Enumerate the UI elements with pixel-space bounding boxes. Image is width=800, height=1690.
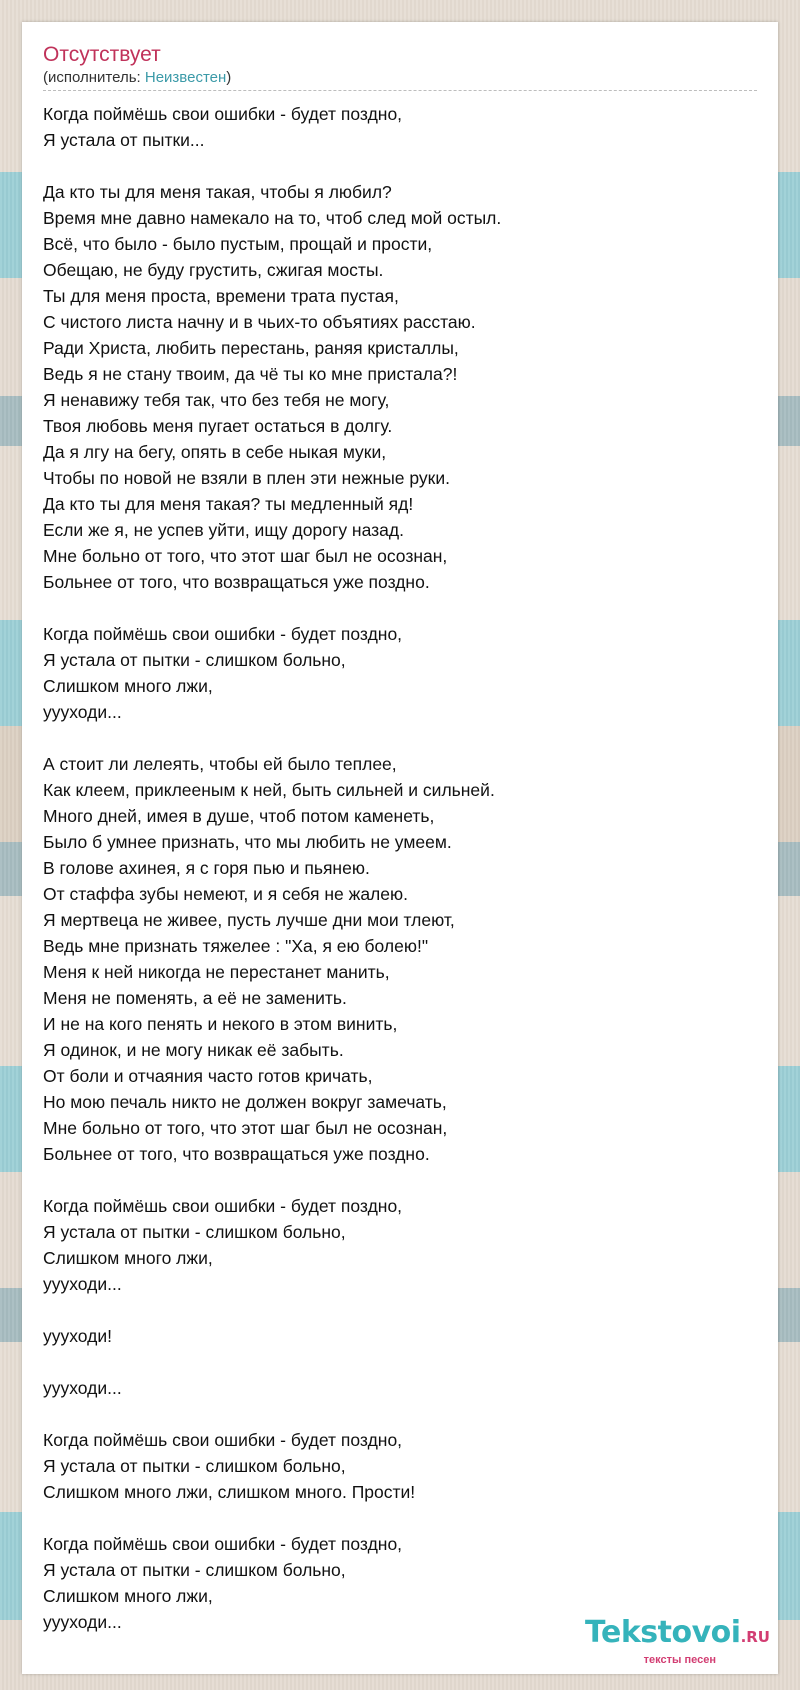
lyrics-line: Я мертвеца не живее, пусть лучше дни мои тлеют, [43,910,455,930]
lyrics-line: Да кто ты для меня такая? ты медленный яд! [43,494,414,514]
lyrics-line: Больнее от того, что возвращаться уже поздно. [43,1144,430,1164]
lyrics-line: Когда поймёшь свои ошибки - будет поздно, [43,624,403,644]
lyrics-line: От боли и отчаяния часто готов кричать, [43,1066,373,1086]
lyrics-line: Было б умнее признать, что мы любить не умеем. [43,832,452,852]
artist-line [43,68,757,91]
lyrics-line: Ведь мне признать тяжелее : "Ха, я ею болею!" [43,936,429,956]
lyrics-line: Но мою печаль никто не должен вокруг замечать, [43,1092,447,1112]
lyrics-line: Чтобы по новой не взяли в плен эти нежные руки. [43,468,450,488]
lyrics-line: Если же я, не успев уйти, ищу дорогу назад. [43,520,404,540]
lyrics-line: уууходи... [43,1378,122,1398]
lyrics-line: Когда поймёшь свои ошибки - будет поздно, [43,1196,403,1216]
lyrics-line: Ради Христа, любить перестань, раняя кристаллы, [43,338,459,358]
lyrics-line: Слишком много лжи, [43,1248,213,1268]
lyrics-line: Как клеем, приклееным к ней, быть сильней и сильней. [43,780,495,800]
lyrics-text [43,101,757,1635]
lyrics-line: Я ненавижу тебя так, что без тебя не могу, [43,390,390,410]
lyrics-line: С чистого листа начну и в чьих-то объятиях расстаю. [43,312,476,332]
lyrics-blank-line [43,1505,757,1531]
lyrics-line: Я устала от пытки - слишком больно, [43,1456,346,1476]
lyrics-line: От стаффа зубы немеют, и я себя не жалею. [43,884,408,904]
artist-suffix: ) [226,69,232,86]
lyrics-line: Больнее от того, что возвращаться уже поздно. [43,572,430,592]
lyrics-line: В голове ахинея, я с горя пью и пьянею. [43,858,370,878]
lyrics-line: Я устала от пытки - слишком больно, [43,650,346,670]
lyrics-line: Меня к ней никогда не перестанет манить, [43,962,390,982]
lyrics-line: уууходи! [43,1326,113,1346]
lyrics-line: Слишком много лжи, слишком много. Прости! [43,1482,416,1502]
lyrics-card [22,22,778,1674]
lyrics-blank-line [43,1349,757,1375]
lyrics-line: Меня не поменять, а её не заменить. [43,988,347,1008]
lyrics-line: Слишком много лжи, [43,1586,213,1606]
lyrics-line: Всё, что было - было пустым, прощай и прости, [43,234,433,254]
lyrics-line: уууходи... [43,702,122,722]
lyrics-line: Я одинок, и не могу никак её забыть. [43,1040,344,1060]
lyrics-line: Я устала от пытки... [43,130,205,150]
lyrics-blank-line [43,1401,757,1427]
lyrics-line: Ты для меня проста, времени трата пустая, [43,286,399,306]
lyrics-line: Когда поймёшь свои ошибки - будет поздно, [43,1430,403,1450]
lyrics-line: Я устала от пытки - слишком больно, [43,1222,346,1242]
logo-wordmark [585,1616,770,1654]
lyrics-blank-line [43,595,757,621]
logo-main-text: Tekstovoi [585,1615,741,1650]
logo-domain: .RU [740,1628,770,1646]
lyrics-line: Да я лгу на бегу, опять в себе ныкая муки, [43,442,387,462]
lyrics-line: Время мне давно намекало на то, чтоб след мой остыл. [43,208,502,228]
lyrics-line: Когда поймёшь свои ошибки - будет поздно, [43,104,403,124]
logo-tagline: тексты песен [643,1654,716,1666]
lyrics-line: Слишком много лжи, [43,676,213,696]
song-title: Отсутствует [43,43,161,66]
lyrics-line: Ведь я не стану твоим, да чё ты ко мне пристала?! [43,364,458,384]
lyrics-blank-line [43,153,757,179]
lyrics-line: Твоя любовь меня пугает остаться в долгу. [43,416,393,436]
lyrics-line: Да кто ты для меня такая, чтобы я любил? [43,182,392,202]
lyrics-line: Я устала от пытки - слишком больно, [43,1560,346,1580]
lyrics-line: Мне больно от того, что этот шаг был не осознан, [43,1118,448,1138]
site-logo[interactable] [560,1616,770,1670]
lyrics-line: Мне больно от того, что этот шаг был не осознан, [43,546,448,566]
artist-prefix: (исполнитель: [43,69,145,86]
lyrics-blank-line [43,725,757,751]
lyrics-line: уууходи... [43,1612,122,1632]
lyrics-blank-line [43,1167,757,1193]
lyrics-line: Когда поймёшь свои ошибки - будет поздно, [43,1534,403,1554]
lyrics-line: Много дней, имея в душе, чтоб потом каменеть, [43,806,435,826]
lyrics-blank-line [43,1297,757,1323]
lyrics-line: И не на кого пенять и некого в этом винить, [43,1014,398,1034]
artist-link[interactable]: Неизвестен [144,69,227,86]
lyrics-line: Обещаю, не буду грустить, сжигая мосты. [43,260,384,280]
lyrics-line: А стоит ли лелеять, чтобы ей было теплее, [43,754,397,774]
lyrics-line: уууходи... [43,1274,122,1294]
